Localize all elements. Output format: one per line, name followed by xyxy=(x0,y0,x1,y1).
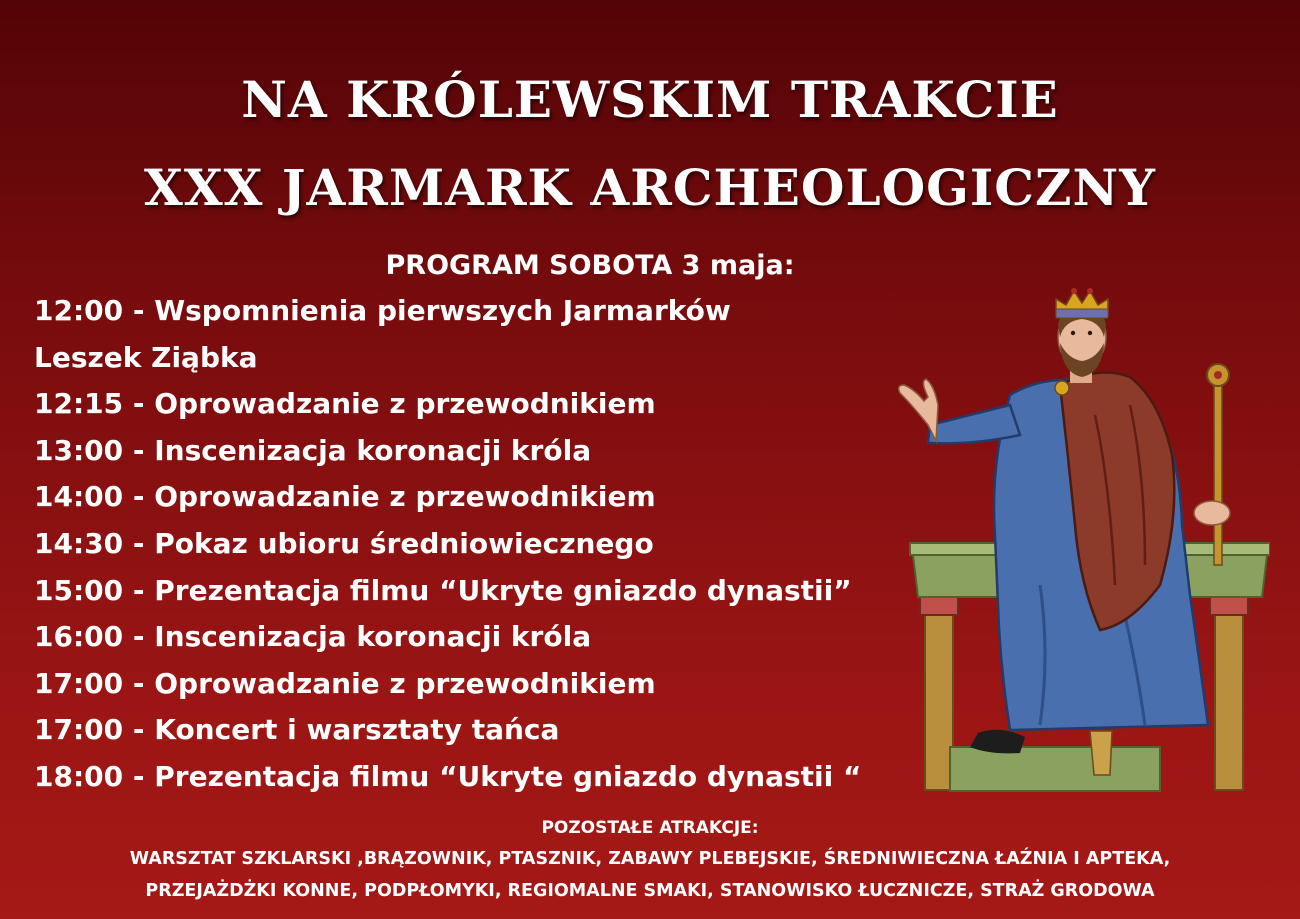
medieval-king-illustration xyxy=(890,285,1270,795)
program-schedule xyxy=(34,288,934,801)
schedule-line: 13:00 - Inscenizacja koronacji króla xyxy=(34,433,592,467)
other-attractions-heading: POZOSTAŁE ATRAKCJE: xyxy=(541,818,759,838)
schedule-line: 12:15 - Oprowadzanie z przewodnikiem xyxy=(34,387,656,421)
program-heading: PROGRAM SOBOTA 3 maja: xyxy=(385,250,795,281)
title-line-1: NA KRÓLEWSKIM TRAKCIE xyxy=(241,70,1059,129)
schedule-line: 12:00 - Wspomnienia pierwszych Jarmarków xyxy=(34,294,731,327)
schedule-line: 18:00 - Prezentacja filmu “Ukryte gniazdo dynastii “ xyxy=(34,759,862,793)
schedule-line: Leszek Ziąbka xyxy=(34,340,258,374)
other-attractions-line-1: WARSZTAT SZKLARSKI ,BRĄZOWNIK, PTASZNIK, ZABAWY PLEBEJSKIE, ŚREDNIWIECZNA ŁAŹNIA I APTEKA, xyxy=(129,849,1171,869)
title-line-2: XXX JARMARK ARCHEOLOGICZNY xyxy=(144,158,1156,217)
schedule-line: 14:00 - Oprowadzanie z przewodnikiem xyxy=(34,480,656,514)
schedule-line: 17:00 - Oprowadzanie z przewodnikiem xyxy=(34,666,656,700)
schedule-line: 16:00 - Inscenizacja koronacji króla xyxy=(34,620,592,654)
schedule-line: 14:30 - Pokaz ubioru średniowiecznego xyxy=(34,526,654,560)
schedule-line: 15:00 - Prezentacja filmu “Ukryte gniazdo dynastii” xyxy=(34,573,852,607)
other-attractions-line-2: PRZEJAŻDŻKI KONNE, PODPŁOMYKI, REGIOMALNE SMAKI, STANOWISKO ŁUCZNICZE, STRAŻ GRODOWA xyxy=(145,881,1155,901)
schedule-line: 17:00 - Koncert i warsztaty tańca xyxy=(34,713,560,747)
